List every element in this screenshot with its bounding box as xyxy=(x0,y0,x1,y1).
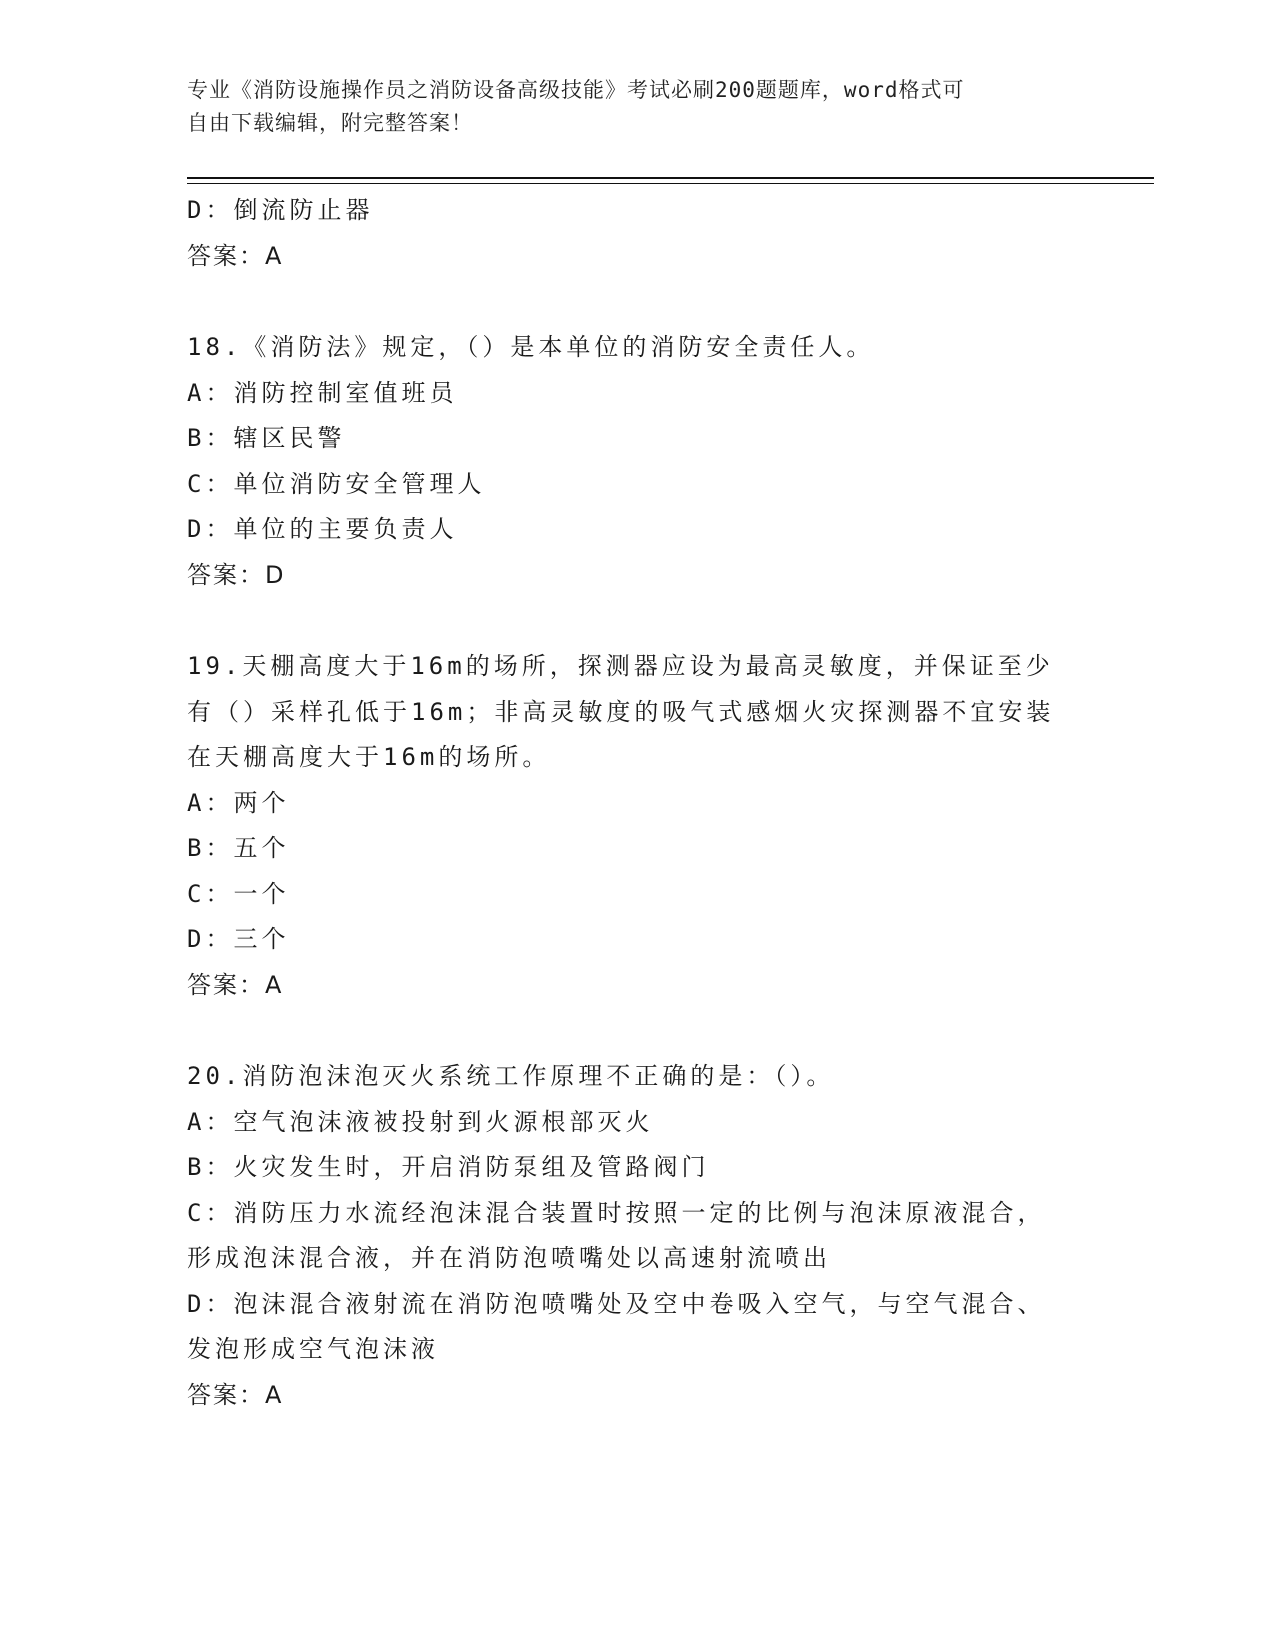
option-d-line-2: 发泡形成空气泡沫液 xyxy=(187,1335,439,1363)
option-d: D：倒流防止器 xyxy=(187,196,374,224)
option-d-line-1: D：泡沫混合液射流在消防泡喷嘴处及空中卷吸入空气，与空气混合、 xyxy=(187,1289,1046,1318)
question-19 xyxy=(187,644,1087,1008)
header-divider-thick xyxy=(187,177,1154,179)
header-line-1: 专业《消防设施操作员之消防设备高级技能》考试必刷200题题库，word格式可 xyxy=(187,78,965,102)
option-a: A：两个 xyxy=(187,788,290,817)
question-stem: 20.消防泡沫泡灭火系统工作原理不正确的是：（）。 xyxy=(187,1062,835,1090)
answer-line: 答案：A xyxy=(187,241,284,270)
answer-line: 答案：A xyxy=(187,970,284,999)
option-d: D：单位的主要负责人 xyxy=(187,515,458,543)
header-line-2: 自由下载编辑，附完整答案！ xyxy=(187,111,473,135)
option-b: B：五个 xyxy=(187,834,290,862)
document-header xyxy=(187,74,1087,140)
option-c: C：一个 xyxy=(187,879,290,908)
question-stem-line-1: 19.天棚高度大于16m的场所，探测器应设为最高灵敏度，并保证至少 xyxy=(187,652,1054,680)
question-stem: 18.《消防法》规定，（）是本单位的消防安全责任人。 xyxy=(187,333,875,361)
question-list xyxy=(187,188,1087,1464)
option-c-line-1: C：消防压力水流经泡沫混合装置时按照一定的比例与泡沫原液混合， xyxy=(187,1198,1046,1227)
answer-line: 答案：D xyxy=(187,560,286,589)
header-divider-thin xyxy=(187,183,1154,184)
question-18 xyxy=(187,325,1087,598)
option-c: C：单位消防安全管理人 xyxy=(187,469,486,498)
option-a: A：消防控制室值班员 xyxy=(187,378,458,407)
option-d: D：三个 xyxy=(187,925,290,953)
option-b: B：辖区民警 xyxy=(187,424,346,452)
question-20 xyxy=(187,1054,1087,1418)
answer-line: 答案：A xyxy=(187,1380,284,1409)
option-b: B：火灾发生时，开启消防泵组及管路阀门 xyxy=(187,1153,710,1181)
question-17-tail xyxy=(187,188,1087,279)
question-stem-line-2: 有（）采样孔低于16m；非高灵敏度的吸气式感烟火灾探测器不宜安装 xyxy=(187,697,1055,726)
question-stem-line-3: 在天棚高度大于16m的场所。 xyxy=(187,743,551,771)
option-c-line-2: 形成泡沫混合液，并在消防泡喷嘴处以高速射流喷出 xyxy=(187,1244,831,1272)
option-a: A：空气泡沫液被投射到火源根部灭火 xyxy=(187,1107,654,1136)
